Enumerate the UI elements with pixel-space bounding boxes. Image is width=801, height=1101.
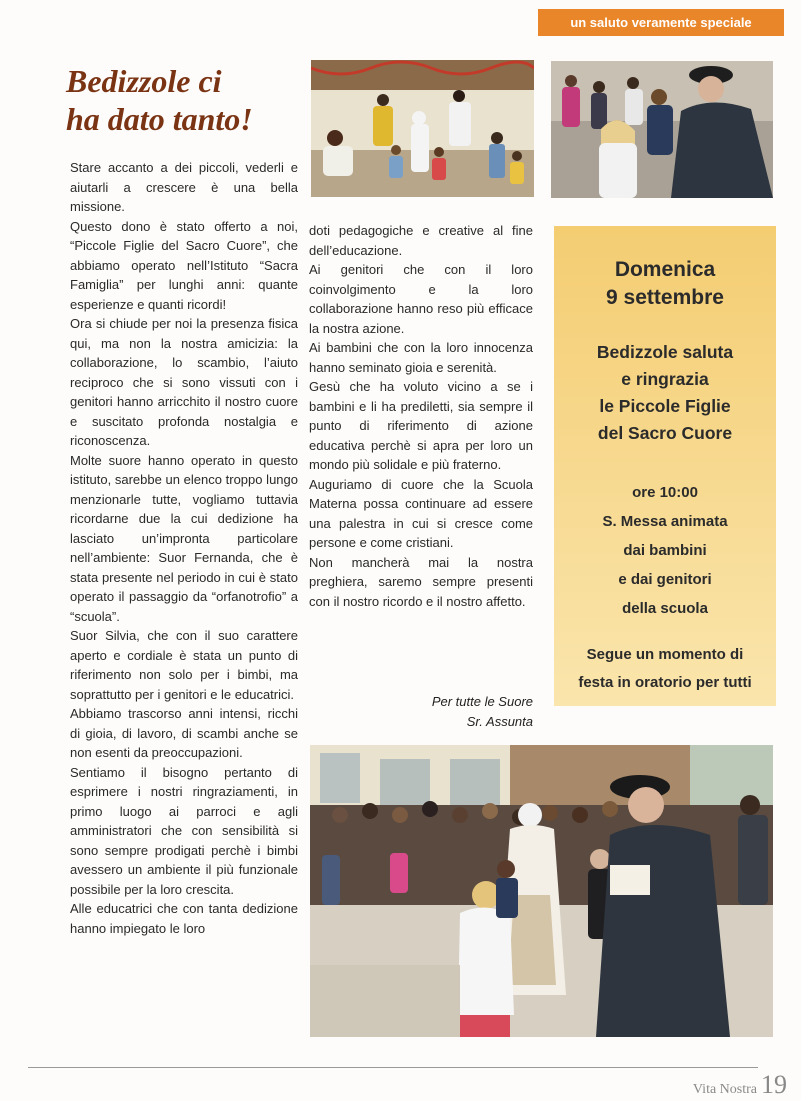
paragraph: Auguriamo di cuore che la Scuola Materna possa continuare ad essere una palestra in cui si cresce come persone e come cristiani. bbox=[309, 476, 533, 550]
title-line-2: ha dato tanto! bbox=[66, 101, 253, 137]
paragraph: Ora si chiude per noi la presenza fisica qui, ma non la nostra amicizia: la collaborazione, lo scambio, l’aiuto reciproco che si sono vissuti con i genitori hanno arricchito il nostro cuore e suscitato profonda nostalgia e riconoscenza. bbox=[70, 316, 298, 448]
mass-line: ore 10:00 bbox=[632, 484, 698, 501]
footer-rule bbox=[28, 1067, 758, 1068]
photo-courtyard-children bbox=[311, 60, 534, 197]
mass-line: dai bambini bbox=[623, 542, 707, 559]
headline-line: le Piccole Figlie bbox=[599, 396, 731, 416]
event-announcement-box bbox=[554, 226, 776, 706]
magazine-name: Vita Nostra bbox=[692, 1082, 757, 1097]
paragraph: Ai bambini che con la loro innocenza hanno seminato gioia e serenità. bbox=[309, 340, 533, 375]
paragraph: Gesù che ha voluto vicino a se i bambini e li ha prediletti, sia sempre il punto di riferimento di azione educativa perchè si apra per loro un mondo più solidale e più fraterno. bbox=[309, 379, 533, 472]
mass-line: della scuola bbox=[622, 600, 708, 617]
headline-line: e ringrazia bbox=[621, 369, 709, 389]
signature-line-2: Sr. Assunta bbox=[466, 714, 533, 729]
article-column-1 bbox=[70, 158, 298, 938]
mass-line: e dai genitori bbox=[618, 571, 712, 588]
paragraph: doti pedagogiche e creative al fine dell’educazione. bbox=[309, 223, 533, 258]
paragraph: Abbiamo trascorso anni intensi, ricchi di gioia, di lavoro, di scambi anche se non esenti da preoccupazioni. bbox=[70, 706, 298, 760]
headline-line: del Sacro Cuore bbox=[597, 423, 733, 443]
signature bbox=[309, 692, 533, 732]
paragraph: Stare accanto a dei piccoli, vederli e aiutarli a crescere è una bella missione. bbox=[70, 160, 298, 214]
section-tag: un saluto veramente speciale bbox=[538, 9, 784, 36]
paragraph: Non mancherà mai la nostra preghiera, saremo sempre presenti con il nostro ricordo e il nostro affetto. bbox=[309, 554, 533, 609]
event-headline bbox=[554, 339, 776, 447]
paragraph: Questo dono è stato offerto a noi, “Piccole Figlie del Sacro Cuore”, che abbiamo operato nell’Istituto “Sacra Famiglia” per lunghi anni: quante esperienze e quanti ricordi! bbox=[70, 218, 298, 312]
page-footer bbox=[693, 1070, 787, 1100]
paragraph: Ai genitori che con il loro coinvolgimento e la loro collaborazione hanno reso più efficace la nostra azione. bbox=[309, 262, 533, 336]
event-date-full: 9 settembre bbox=[606, 286, 724, 309]
photo-crowd-celebration bbox=[310, 745, 773, 1037]
event-followup bbox=[554, 641, 776, 697]
followup-line: festa in oratorio per tutti bbox=[578, 674, 752, 691]
paragraph: Suor Silvia, che con il suo carattere aperto e cordiale è stata un punto di riferimento non solo per i bimbi, ma soprattutto per i genitori e le educatrici. bbox=[70, 628, 298, 702]
event-mass-info bbox=[554, 478, 776, 623]
event-date bbox=[554, 256, 776, 312]
paragraph: Molte suore hanno operato in questo istituto, sarebbe un elenco troppo lungo menzionarle tutte, vogliamo tuttavia ricordarne due la cui dedizione ha lasciato un’impronta particolare nell’ambiente: Suor Fernanda, che è stata presente nel periodo in cui è stato operato il passaggio da “orfanotrofio” a “scuola”. bbox=[70, 452, 298, 624]
signature-line-1: Per tutte le Suore bbox=[431, 694, 533, 709]
headline-line: Bedizzole saluta bbox=[596, 342, 734, 362]
paragraph: Sentiamo il bisogno pertanto di esprimere i nostri ringraziamenti, in primo luogo ai parroci e agli amministratori che con sensibilità si sono sempre prodigati perchè i bimbi avessero un ambiente il più funzionale possibile per la loro crescita. bbox=[70, 764, 298, 897]
event-date-day: Domenica bbox=[614, 258, 716, 281]
title-line-1: Bedizzole ci bbox=[66, 63, 222, 99]
article-column-2 bbox=[309, 221, 533, 611]
followup-line: Segue un momento di bbox=[586, 646, 744, 663]
mass-line: S. Messa animata bbox=[602, 513, 728, 530]
page-number: 19 bbox=[761, 1070, 787, 1099]
paragraph: Alle educatrici che con tanta dedizione hanno impiegato le loro bbox=[70, 901, 298, 936]
article-title bbox=[66, 62, 306, 138]
photo-priest-greeting bbox=[551, 61, 773, 198]
